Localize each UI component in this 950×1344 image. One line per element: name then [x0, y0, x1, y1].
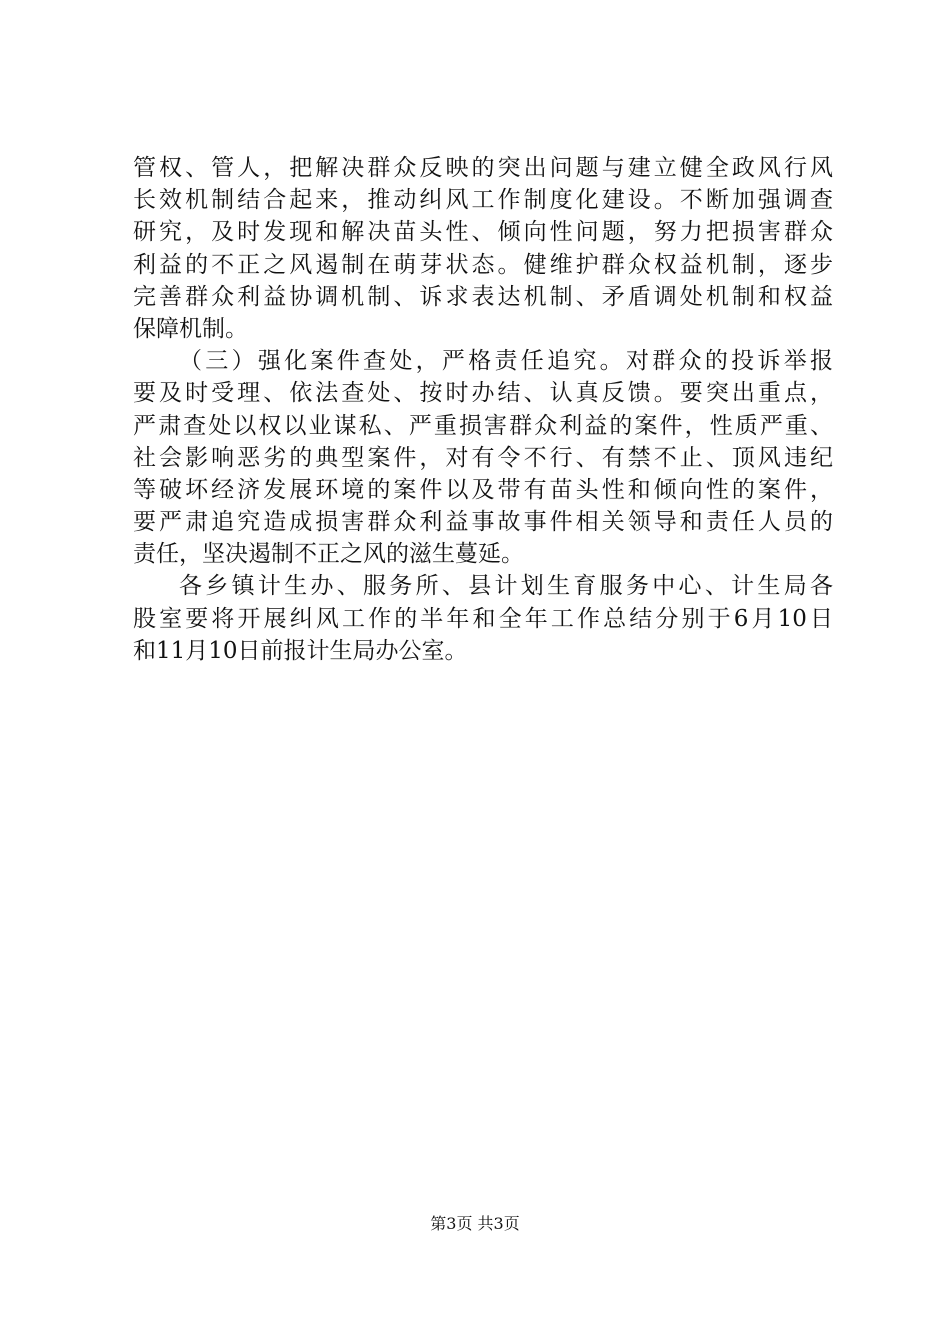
paragraph-3	[133, 570, 833, 667]
paragraph-2	[133, 345, 833, 570]
text-line: 长效机制结合起来，推动纠风工作制度化建设。不断加强调查	[133, 187, 833, 214]
text-line: 责任，坚决遏制不正之风的滋生蔓延。	[133, 541, 524, 568]
document-body	[133, 152, 833, 667]
text-line: 要严肃追究造成损害群众利益事故事件相关领导和责任人员的	[133, 509, 833, 536]
text-line: 完善群众利益协调机制、诉求表达机制、矛盾调处机制和权益	[133, 283, 833, 310]
text-line: （三）强化案件查处，严格责任追究。对群众的投诉举报	[179, 348, 833, 375]
text-line: 和11月10日前报计生局办公室。	[133, 637, 468, 664]
text-line: 利益的不正之风遏制在萌芽状态。健维护群众权益机制，逐步	[133, 251, 833, 278]
text-line: 股室要将开展纠风工作的半年和全年工作总结分别于6月10日	[133, 605, 833, 632]
text-line: 等破坏经济发展环境的案件以及带有苗头性和倾向性的案件，	[133, 476, 833, 503]
paragraph-1	[133, 152, 833, 345]
text-line: 管权、管人，把解决群众反映的突出问题与建立健全政风行风	[133, 155, 833, 181]
text-line: 各乡镇计生办、服务所、县计划生育服务中心、计生局各	[179, 573, 833, 600]
page-number-footer: 第3页 共3页	[430, 1214, 520, 1233]
text-line: 保障机制。	[133, 315, 248, 342]
text-line: 要及时受理、依法查处、按时办结、认真反馈。要突出重点，	[133, 380, 833, 407]
text-line: 研究，及时发现和解决苗头性、倾向性问题，努力把损害群众	[133, 219, 833, 246]
text-line: 社会影响恶劣的典型案件，对有令不行、有禁不止、顶风违纪	[133, 444, 833, 471]
text-line: 严肃查处以权以业谋私、严重损害群众利益的案件，性质严重、	[133, 412, 833, 439]
